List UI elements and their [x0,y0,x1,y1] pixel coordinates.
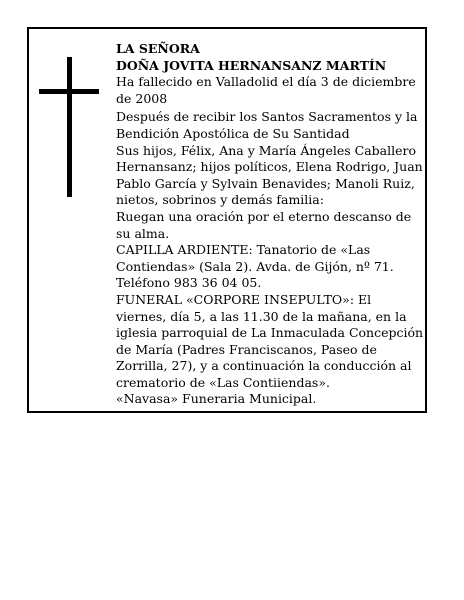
cross-vertical-bar [67,57,72,197]
notice-text [116,41,424,408]
obituary-notice [27,27,427,413]
sacraments-paragraph: Después de recibir los Santos Sacramentos y la Bendición Apostólica de Su Santidad [116,109,418,141]
family-paragraph: Sus hijos, Félix, Ana y María Ángeles Caballero Hernansanz; hijos políticos, Elena Rodrigo, Juan Pablo García y Sylvain Benavides; Manoli Ruiz, nietos, sobrinos y demás familia: [116,142,423,208]
cross-icon [39,57,99,197]
prayer-request: Ruegan una oración por el eterno descanso de su alma. [116,208,412,241]
notice-title-line1: LA SEÑORA [116,41,200,56]
funeral-home: «Navasa» Funeraria Municipal. [116,391,317,407]
chapel-info: CAPILLA ARDIENTE: Tanatorio de «Las Contiendas» (Sala 2). Avda. de Gijón, nº 71. Teléfono 983 36 04 05. [116,242,394,291]
cross-horizontal-bar [39,89,99,94]
death-announcement: Ha fallecido en Valladolid el día 3 de diciembre de 2008 [116,74,416,106]
funeral-info: FUNERAL «CORPORE INSEPULTO»: El viernes, día 5, a las 11.30 de la mañana, en la iglesia parroquial de La Inmaculada Concepción de María (Padres Franciscanos, Paseo de Zorrilla, 27), y a continuación la conducción al crematorio de «Las Contiiendas». [116,291,424,390]
deceased-name: DOÑA JOVITA HERNANSANZ MARTÍN [116,57,387,73]
